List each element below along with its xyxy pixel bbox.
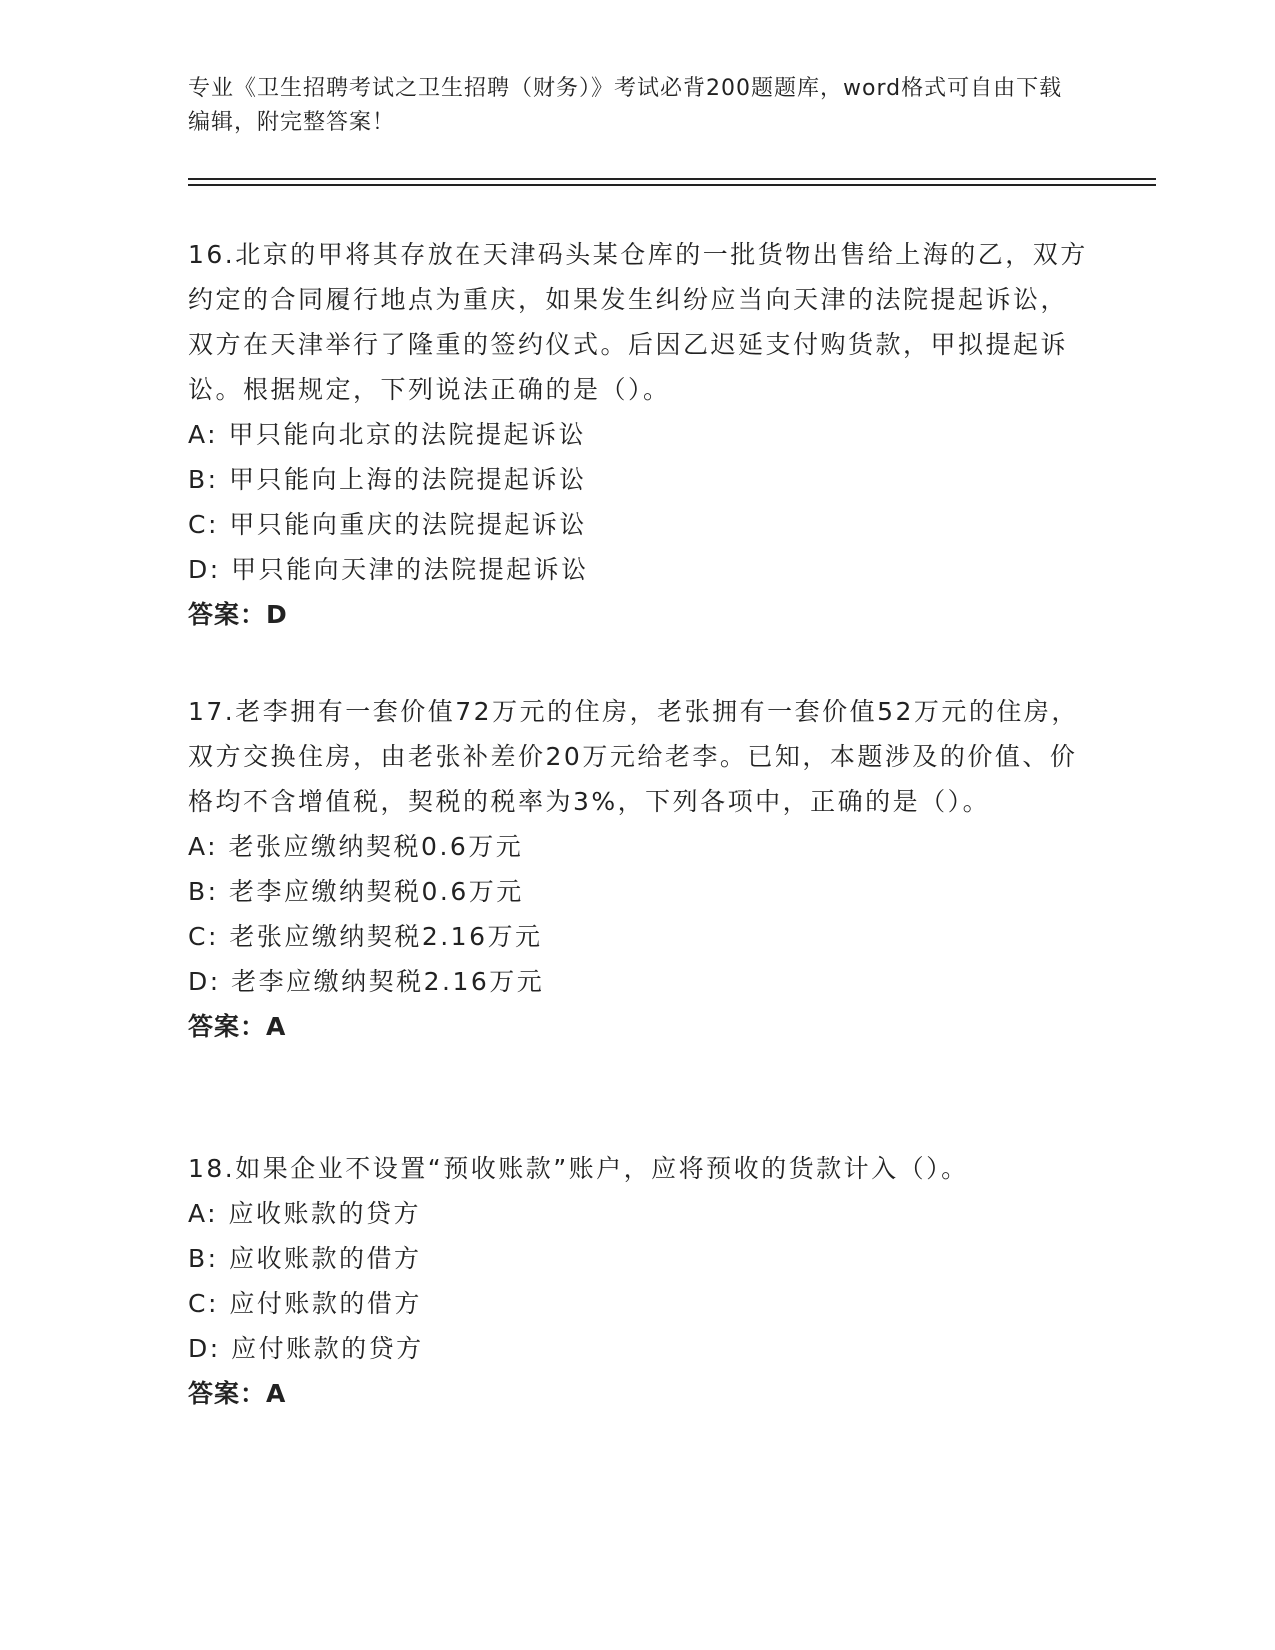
answer-label: 答案：A — [188, 1012, 287, 1041]
question-18 — [188, 1146, 1088, 1416]
option-a: A: 甲只能向北京的法院提起诉讼 — [188, 420, 587, 449]
option-d: D: 应付账款的贷方 — [188, 1334, 424, 1363]
answer-label: 答案：D — [188, 600, 288, 629]
option-d: D: 甲只能向天津的法院提起诉讼 — [188, 555, 589, 584]
option-c: C: 应付账款的借方 — [188, 1289, 422, 1318]
option-b: B: 老李应缴纳契税0.6万元 — [188, 877, 524, 906]
option-d: D: 老李应缴纳契税2.16万元 — [188, 967, 545, 996]
question-16 — [188, 232, 1088, 637]
option-c: C: 老张应缴纳契税2.16万元 — [188, 922, 543, 951]
header-divider-bottom — [188, 184, 1156, 186]
question-stem: 17.老李拥有一套价值72万元的住房，老张拥有一套价值52万元的住房，双方交换住房，由老张补差价20万元给老李。已知，本题涉及的价值、价格均不含增值税，契税的税率为3%，下列各项中，正确的是（）。 — [188, 697, 1079, 816]
option-b: B: 应收账款的借方 — [188, 1244, 422, 1273]
question-17 — [188, 689, 1088, 1049]
question-stem: 16.北京的甲将其存放在天津码头某仓库的一批货物出售给上海的乙，双方约定的合同履行地点为重庆，如果发生纠纷应当向天津的法院提起诉讼，双方在天津举行了隆重的签约仪式。后因乙迟延支付购货款，甲拟提起诉讼。根据规定，下列说法正确的是（）。 — [188, 240, 1088, 404]
answer-label: 答案：A — [188, 1379, 287, 1408]
header-divider-top — [188, 178, 1156, 180]
option-b: B: 甲只能向上海的法院提起诉讼 — [188, 465, 587, 494]
option-a: A: 应收账款的贷方 — [188, 1199, 422, 1228]
document-header: 专业《卫生招聘考试之卫生招聘（财务）》考试必背200题题库，word格式可自由下载编辑，附完整答案！ — [188, 76, 1063, 135]
question-stem: 18.如果企业不设置“预收账款”账户，应将预收的货款计入（）。 — [188, 1154, 969, 1183]
option-a: A: 老张应缴纳契税0.6万元 — [188, 832, 524, 861]
option-c: C: 甲只能向重庆的法院提起诉讼 — [188, 510, 587, 539]
